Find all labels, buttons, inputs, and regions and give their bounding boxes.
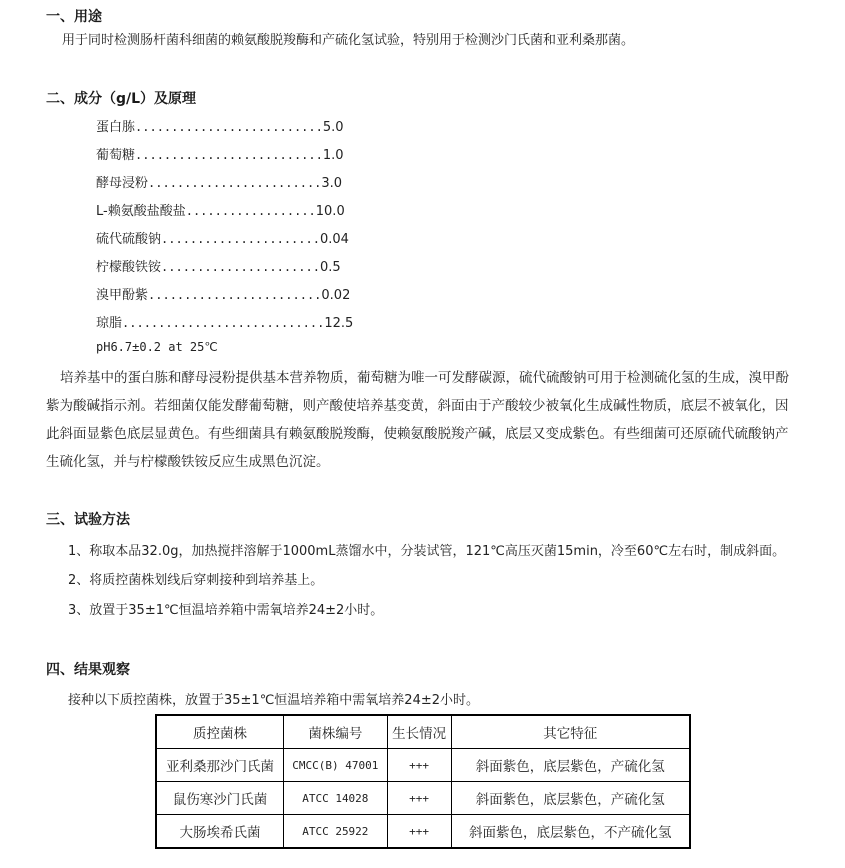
other-features: 斜面紫色，底层紫色，产硫化氢 <box>451 749 690 782</box>
ingredient-dots: .................. <box>185 204 316 218</box>
ingredient-value: 0.02 <box>321 288 351 303</box>
ingredient-row <box>96 228 349 247</box>
method-step: 2、将质控菌株划线后穿刺接种到培养基上。 <box>68 573 324 588</box>
ingredient-value: 0.04 <box>319 232 349 247</box>
ingredient-row <box>96 200 345 219</box>
table-row <box>156 815 690 849</box>
table-header-row <box>156 715 690 749</box>
strain-id: CMCC(B) 47001 <box>283 749 387 782</box>
method-step: 1、称取本品32.0g，加热搅拌溶解于1000mL蒸馏水中，分装试管，121℃高压灭菌15min，冷至60℃左右时，制成斜面。 <box>68 544 786 559</box>
ingredient-value: 3.0 <box>321 176 343 191</box>
ingredient-name: 蛋白胨 <box>96 120 136 135</box>
ingredient-value: 1.0 <box>322 148 344 163</box>
ingredient-value: 5.0 <box>322 120 344 135</box>
ingredient-value: 10.0 <box>315 204 345 219</box>
section-title-results: 四、结果观察 <box>46 662 130 678</box>
ingredient-row <box>96 256 341 275</box>
strain-id: ATCC 25922 <box>283 815 387 849</box>
growth: +++ <box>387 782 451 815</box>
ingredient-dots: .......................... <box>135 148 323 162</box>
ingredient-row <box>96 284 350 303</box>
table-header-cell: 生长情况 <box>387 715 451 749</box>
results-intro: 接种以下质控菌株，放置于35±1℃恒温培养箱中需氧培养24±2小时。 <box>68 693 480 708</box>
qc-strain-table <box>155 714 691 849</box>
strain-name: 亚利桑那沙门氏菌 <box>156 749 283 782</box>
ingredient-dots: .......................... <box>135 120 323 134</box>
ingredient-dots: ...................... <box>161 260 320 274</box>
ingredient-row <box>96 172 342 191</box>
strain-name: 大肠埃希氏菌 <box>156 815 283 849</box>
ingredient-value: 0.5 <box>319 260 341 275</box>
table-header-cell: 其它特征 <box>451 715 690 749</box>
growth: +++ <box>387 815 451 849</box>
section-title-usage: 一、用途 <box>46 9 102 25</box>
ingredient-name: 酵母浸粉 <box>96 176 149 191</box>
other-features: 斜面紫色，底层紫色，产硫化氢 <box>451 782 690 815</box>
section-title-composition: 二、成分（g/L）及原理 <box>46 91 197 107</box>
ingredient-value: 12.5 <box>324 316 354 331</box>
method-step: 3、放置于35±1℃恒温培养箱中需氧培养24±2小时。 <box>68 603 384 618</box>
strain-name: 鼠伤寒沙门氏菌 <box>156 782 283 815</box>
ingredient-name: 琼脂 <box>96 316 123 331</box>
strain-id: ATCC 14028 <box>283 782 387 815</box>
ingredient-name: 溴甲酚紫 <box>96 288 149 303</box>
principle-text: 培养基中的蛋白胨和酵母浸粉提供基本营养物质，葡萄糖为唯一可发酵碳源，硫代硫酸钠可用于检测硫化氢的生成，溴甲酚紫为酸碱指示剂。若细菌仅能发酵葡萄糖，则产酸使培养基变黄，斜面由于产酸较少被氧化生成碱性物质，底层不被氧化，因此斜面显紫色底层显黄色。有些细菌具有赖氨酸脱羧酶，使赖氨酸脱羧产碱，底层又变成紫色。有些细菌可还原硫代硫酸钠产生硫化氢，并与柠檬酸铁铵反应生成黑色沉淀。 <box>46 370 789 470</box>
table-row <box>156 749 690 782</box>
growth: +++ <box>387 749 451 782</box>
ingredient-dots: ........................ <box>148 288 322 302</box>
ingredient-dots: ...................... <box>161 232 320 246</box>
table-header-cell: 菌株编号 <box>283 715 387 749</box>
section-title-method: 三、试验方法 <box>46 512 130 528</box>
table-row <box>156 782 690 815</box>
ph-value: pH6.7±0.2 at 25℃ <box>96 340 218 354</box>
ingredient-dots: ........................ <box>148 176 322 190</box>
ingredient-name: 柠檬酸铁铵 <box>96 260 162 275</box>
ingredient-row <box>96 116 344 135</box>
ingredient-name: 葡萄糖 <box>96 148 136 163</box>
ingredient-row <box>96 312 353 331</box>
ingredient-row <box>96 144 344 163</box>
table-header-cell: 质控菌株 <box>156 715 283 749</box>
ingredient-name: L-赖氨酸盐酸盐 <box>96 204 186 219</box>
ingredient-name: 硫代硫酸钠 <box>96 232 162 247</box>
ingredient-dots: ............................ <box>122 316 325 330</box>
usage-text: 用于同时检测肠杆菌科细菌的赖氨酸脱羧酶和产硫化氢试验，特别用于检测沙门氏菌和亚利桑那菌。 <box>62 33 635 48</box>
other-features: 斜面紫色，底层紫色，不产硫化氢 <box>451 815 690 849</box>
